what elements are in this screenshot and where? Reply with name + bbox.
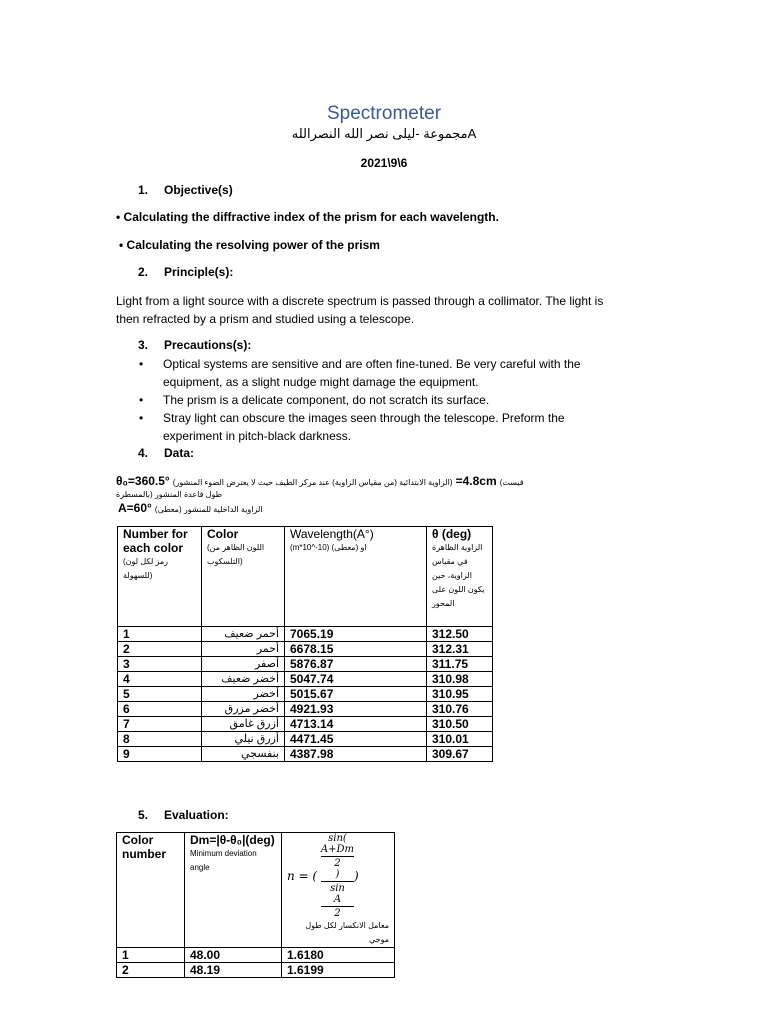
frac-line	[321, 906, 354, 907]
header-color	[202, 527, 285, 627]
table-row	[118, 747, 493, 762]
header-note: Minimum deviation angle	[190, 849, 257, 872]
table-cell: 5015.67	[285, 687, 427, 702]
header-note: (اللون الظاهر من التلسكوب)	[207, 543, 265, 566]
section-title: Data:	[164, 446, 195, 460]
table-cell: 2	[117, 963, 185, 978]
table-header-row	[118, 527, 493, 627]
bullet-dot: •	[139, 411, 144, 425]
section-title: Objective(s)	[164, 183, 233, 197]
table-cell: 4387.98	[285, 747, 427, 762]
table-cell: 9	[118, 747, 202, 762]
table-cell: 312.50	[427, 627, 493, 642]
theta0-equation	[116, 474, 536, 500]
section-evaluation-heading	[138, 808, 229, 822]
table-cell: 310.01	[427, 732, 493, 747]
apex-angle	[118, 501, 263, 515]
formula-fraction	[321, 833, 354, 919]
table-cell: 4	[118, 672, 202, 687]
header-text: Wavelength(A°)	[290, 527, 374, 541]
table-cell: 48.19	[185, 963, 282, 978]
precaution-line: Optical systems are sensitive and are often fine-tuned. Be very careful with the	[163, 357, 581, 371]
table-cell: 309.67	[427, 747, 493, 762]
table-cell: أحمر	[202, 642, 285, 657]
precaution-line: equipment, as a slight nudge might damage the equipment.	[163, 375, 479, 389]
table-cell: 5047.74	[285, 672, 427, 687]
table-cell: بنفسجي	[202, 747, 285, 762]
table-cell: 6	[118, 702, 202, 717]
header-color-number	[117, 833, 185, 948]
theta0-value: θ₀=360.5°	[116, 474, 170, 488]
table-cell: 5876.87	[285, 657, 427, 672]
frac-line	[321, 856, 354, 857]
section-precautions-heading	[138, 338, 251, 352]
table-cell: 1	[117, 948, 185, 963]
group-subtitle: Aمجموعة -ليلى نصر الله النصرالله	[291, 126, 477, 141]
table-cell: 310.98	[427, 672, 493, 687]
header-text: θ (deg)	[432, 527, 472, 541]
header-min-deviation	[185, 833, 282, 948]
page-title: Spectrometer	[326, 103, 442, 124]
bullet-text: Calculating the diffractive index of the prism for each wavelength.	[123, 210, 499, 224]
header-note: (رمز لكل لون للسهولة)	[123, 557, 169, 580]
report-date: 2021\9\6	[360, 156, 408, 170]
formula-inner	[321, 894, 354, 919]
table-cell: أخضر ضعيف	[202, 672, 285, 687]
section-title: Precautions(s):	[164, 338, 252, 352]
theta0-note: (الزاوية الابتدائية (من مقياس الزاوية) عند مركز الطيف حيث لا يعترض الضوء المنشور)	[172, 478, 453, 487]
bullet-dot: •	[139, 393, 144, 407]
table-cell: 310.95	[427, 687, 493, 702]
header-text: Number for each color	[123, 527, 188, 555]
header-theta	[427, 527, 493, 627]
table-cell: أصفر	[202, 657, 285, 672]
table-cell: 7065.19	[285, 627, 427, 642]
precaution-3	[139, 409, 565, 445]
bullet-text: Calculating the resolving power of the prism	[126, 238, 380, 252]
table-cell: 2	[118, 642, 202, 657]
table-row	[118, 672, 493, 687]
frac-line	[321, 881, 354, 882]
length-note: (قيست بالمسطرة) طول قاعدة المنشور	[116, 478, 524, 499]
table-row	[118, 642, 493, 657]
table-cell: 5	[118, 687, 202, 702]
precaution-line: experiment in pitch-black darkness.	[163, 429, 352, 443]
index-formula: n = ( sin( A+Dm 2 ) sin A 2 )	[287, 833, 359, 919]
section-title: Evaluation:	[164, 808, 229, 822]
table-row	[118, 687, 493, 702]
table-cell: 8	[118, 732, 202, 747]
table-cell: أزرق نيلي	[202, 732, 285, 747]
table-cell: 6678.15	[285, 642, 427, 657]
table-row	[117, 963, 395, 978]
section-number: 2.	[138, 265, 149, 279]
table-cell: 48.00	[185, 948, 282, 963]
table-cell: 310.50	[427, 717, 493, 732]
bullet-dot: •	[116, 210, 121, 224]
formula-denominator: sin A 2	[321, 883, 354, 919]
table-cell: 3	[118, 657, 202, 672]
precaution-1	[139, 355, 581, 391]
table-cell: أحمر ضعيف	[202, 627, 285, 642]
table-cell: 311.75	[427, 657, 493, 672]
table-row	[118, 627, 493, 642]
table-cell: أزرق غامق	[202, 717, 285, 732]
table-row	[118, 657, 493, 672]
bullet-dot: •	[119, 238, 124, 252]
header-number	[118, 527, 202, 627]
objective-bullet-1	[116, 210, 499, 224]
formula-inner	[321, 844, 354, 869]
apex-value: A=60°	[118, 501, 152, 515]
table-cell: أخضر مزرق	[202, 702, 285, 717]
header-wavelength	[285, 527, 427, 627]
table-cell: 1	[118, 627, 202, 642]
precaution-line: Stray light can obscure the images seen through the telescope. Preform the	[163, 411, 565, 425]
apex-note: (معطى) الزاوية الداخلية للمنشور	[154, 505, 263, 514]
section-number: 5.	[138, 808, 149, 822]
table-cell: 7	[118, 717, 202, 732]
principle-line: Light from a light source with a discrete spectrum is passed through a collimator. The light is	[116, 294, 604, 308]
table-cell: 1.6180	[282, 948, 395, 963]
principle-text	[116, 292, 603, 328]
table-row	[118, 717, 493, 732]
table-row	[118, 702, 493, 717]
principle-line: then refracted by a prism and studied using a telescope.	[116, 312, 415, 326]
precaution-2	[139, 391, 490, 409]
table-row	[117, 948, 395, 963]
table-cell: 4713.14	[285, 717, 427, 732]
section-number: 3.	[138, 338, 149, 352]
frac-num: A+Dm	[320, 844, 355, 855]
data-table	[117, 526, 493, 762]
bullet-dot: •	[139, 357, 144, 371]
header-text: Color number	[122, 833, 167, 861]
table-cell: أخضر	[202, 687, 285, 702]
header-refractive-index	[282, 833, 395, 948]
table-cell: 312.31	[427, 642, 493, 657]
frac-den: 2	[334, 858, 341, 869]
table-cell: 4471.45	[285, 732, 427, 747]
frac-den: 2	[334, 908, 341, 919]
table-header-row	[117, 833, 395, 948]
section-number: 1.	[138, 183, 149, 197]
header-note: (m*10^-10) او (معطى)	[290, 543, 367, 552]
evaluation-table	[116, 832, 395, 978]
frac-num: A	[333, 894, 342, 905]
section-data-heading	[138, 446, 194, 460]
table-cell: 4921.93	[285, 702, 427, 717]
header-text: Color	[207, 527, 239, 541]
table-cell: 1.6199	[282, 963, 395, 978]
length-value: =4.8cm	[455, 474, 497, 488]
header-note: الزاوية الظاهرة في مقياس الزاوية، حين يكون اللون على المحور	[432, 543, 485, 608]
header-note: معامل الانكسار لكل طول موجي	[305, 921, 389, 944]
formula-numerator: sin( A+Dm 2 )	[320, 833, 355, 880]
header-text: Dm=|θ-θ₀|(deg)	[190, 833, 275, 847]
table-row	[118, 732, 493, 747]
section-number: 4.	[138, 446, 149, 460]
objective-bullet-2	[119, 238, 380, 252]
precaution-line: The prism is a delicate component, do not scratch its surface.	[163, 393, 490, 407]
table-cell: 310.76	[427, 702, 493, 717]
section-objective-heading	[138, 183, 233, 197]
section-principle-heading	[138, 265, 233, 279]
section-title: Principle(s):	[164, 265, 234, 279]
